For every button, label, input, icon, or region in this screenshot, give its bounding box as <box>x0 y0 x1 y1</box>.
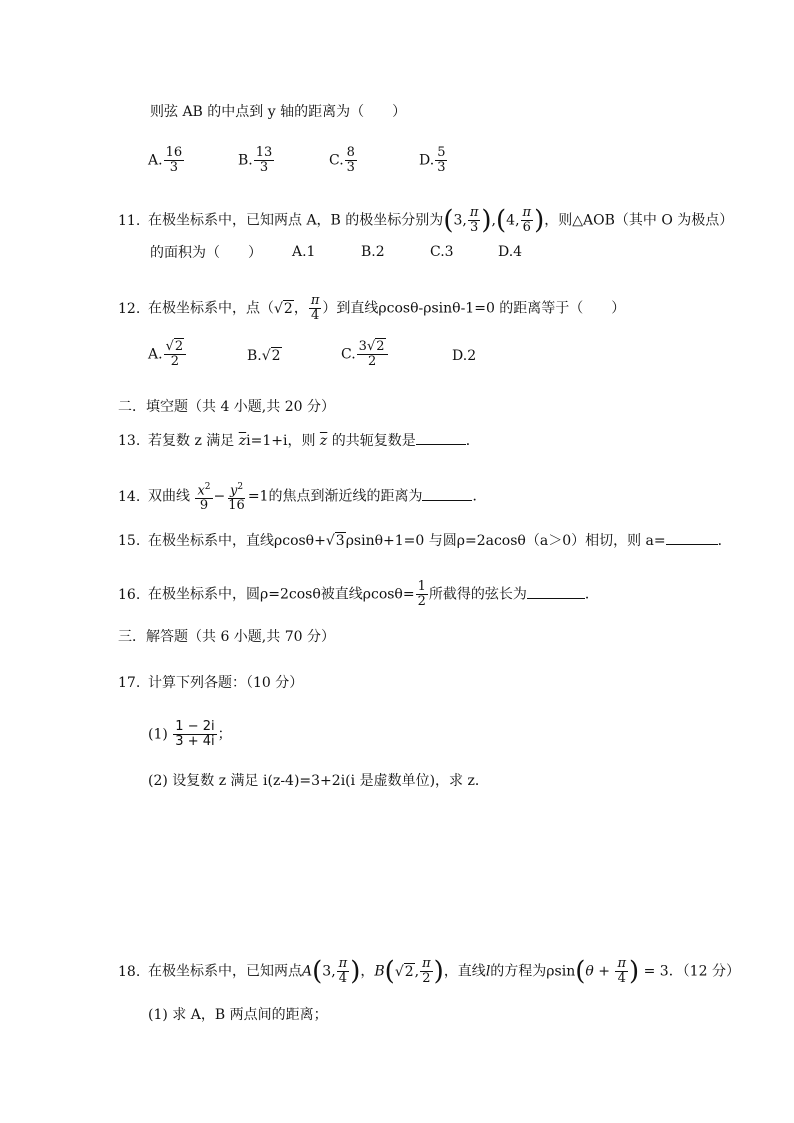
q17-sub1: (1) $\frac{1 - 2i}{3 + 4i}$ ； <box>148 719 232 749</box>
q11-option-d: D.4 <box>498 244 523 260</box>
section-solution-heading: 三．解答题（共 6 小题,共 70 分） <box>118 629 335 645</box>
q12-option-b: B.√2 <box>247 348 281 364</box>
q10-option-b: B. $\frac{13}{3}$ <box>238 145 273 175</box>
q16-answer-blank[interactable] <box>527 584 585 599</box>
q11-option-c: C.3 <box>430 244 454 260</box>
q13-answer-blank[interactable] <box>416 430 466 445</box>
q12-option-c: C. $\frac{3√2}{2}$ <box>341 340 389 369</box>
q11-option-a: A.1 <box>292 244 316 260</box>
q17-stem: 17. 计算下列各题：（10 分） <box>118 675 304 691</box>
q12-option-d: D.2 <box>452 348 477 364</box>
q12-option-a: A. $\frac{√2}{2}$ <box>148 340 187 369</box>
q18-stem: 18. 在极坐标系中，已知两点A(3, $\frac{\pi}{4}$ )，B(√2, $\frac{\pi}{2}$ )，直线l的方程为ρsin(θ + $\frac{\pi}{4}$ ) = 3．（12 分） <box>118 956 740 987</box>
q15: 15. 在极坐标系中，直线ρcosθ+√3ρsinθ+1=0 与圆ρ=2acosθ（a＞0）相切，则 a= ． <box>118 530 732 550</box>
q11-line2: 的面积为（ ） <box>150 245 262 261</box>
q14: 14. 双曲线 $\frac{x^2}{9}$ − $\frac{y^2}{16}$ =1的焦点到渐近线的距离为 ． <box>118 482 487 514</box>
q10-option-c: C. $\frac{8}{3}$ <box>329 145 355 175</box>
q17-sub2: (2) 设复数 z 满足 i(z-4)=3+2i(i 是虚数单位)，求 z． <box>148 773 489 789</box>
q18-sub1: (1) 求 A，B 两点间的距离； <box>148 1007 328 1023</box>
q11-option-b: B.2 <box>361 244 385 260</box>
q11-line1: 11. 在极坐标系中，已知两点 A，B 的极坐标分别为(3, $\frac{\pi}{3}$ ),(4, $\frac{\pi}{6}$ )，则△AOB（其中 O 为极点） <box>118 205 734 236</box>
q14-answer-blank[interactable] <box>422 486 472 501</box>
q16: 16. 在极坐标系中，圆ρ=2cosθ被直线ρcosθ= $\frac{1}{2}$ 所截得的弦长为 ． <box>118 579 599 609</box>
section-fill-in-heading: 二．填空题（共 4 小题,共 20 分） <box>118 399 335 415</box>
q12-line1: 12. 在极坐标系中，点（√2， $\frac{\pi}{4}$ ）到直线ρcosθ-ρsinθ-1=0 的距离等于（ ） <box>118 293 626 323</box>
q15-answer-blank[interactable] <box>666 530 718 545</box>
q10-stem: 则弦 AB 的中点到 y 轴的距离为（ ） <box>150 104 407 120</box>
q13: 13. 若复数 z 满足 $\overline{z}i=1+i$，则 $\overline{z}$ 的共轭复数是 ． <box>118 430 480 450</box>
q10-option-d: D. $\frac{5}{3}$ <box>419 145 446 175</box>
q10-option-a: A. $\frac{16}{3}$ <box>148 145 183 175</box>
